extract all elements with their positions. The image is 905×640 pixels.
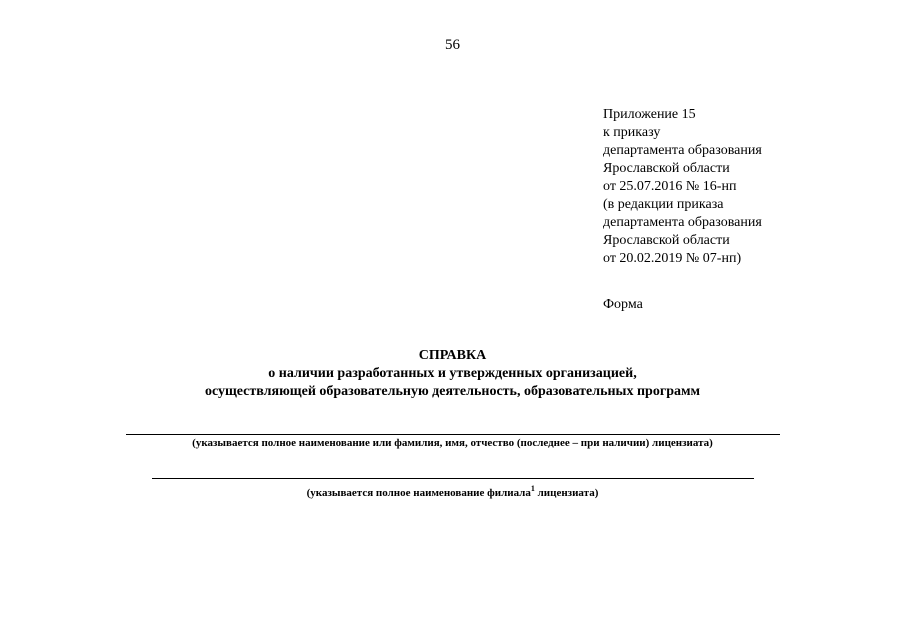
appendix-line: Ярославской области — [603, 161, 730, 176]
title-line-1: о наличии разработанных и утвержденных организацией, — [268, 366, 637, 381]
form-label: Форма — [603, 297, 643, 312]
appendix-line: от 25.07.2016 № 16-нп — [603, 179, 737, 194]
appendix-line: к приказу — [603, 125, 661, 140]
page-number: 56 — [445, 37, 460, 53]
appendix-line: департамента образования — [603, 215, 762, 230]
appendix-line: Ярославской области — [603, 233, 730, 248]
branch-name-line — [152, 478, 754, 479]
title-heading: СПРАВКА — [418, 348, 487, 363]
branch-caption-end: лицензиата) — [534, 487, 599, 499]
licensee-name-line — [126, 434, 780, 435]
appendix-line: Приложение 15 — [603, 107, 696, 122]
licensee-name-caption: (указывается полное наименование или фамилия, имя, отчество (последнее – при наличии) лицензиата) — [192, 437, 713, 449]
appendix-line: от 20.02.2019 № 07-нп) — [603, 251, 742, 266]
title-line-2: осуществляющей образовательную деятельность, образовательных программ — [204, 384, 701, 399]
branch-caption-start: (указывается полное наименование филиала — [306, 487, 531, 499]
appendix-line: (в редакции приказа — [603, 197, 724, 212]
appendix-line: департамента образования — [603, 143, 762, 158]
branch-name-caption — [0, 484, 905, 499]
appendix-block — [603, 106, 762, 268]
footnote-mark: 1 — [530, 484, 535, 493]
document-title — [0, 347, 905, 401]
